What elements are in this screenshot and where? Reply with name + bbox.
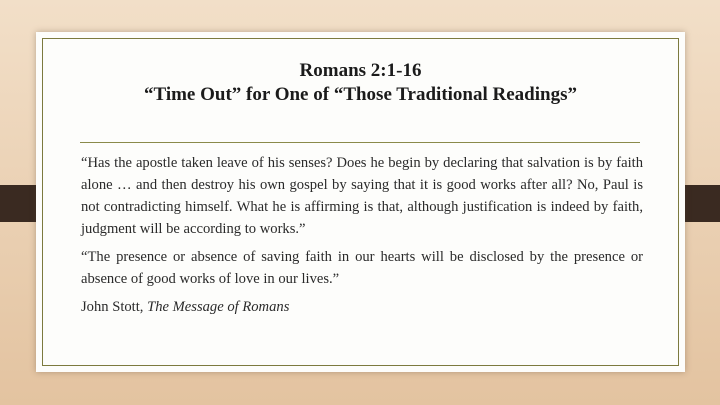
quote-1: “Has the apostle taken leave of his senses? Does he begin by declaring that salvation is by faith alone … and then destroy his own gospel by saying that it is good works after all? No, Paul is not contradicting himself. What he is affirming is that, although justification is indeed by faith, judgment will be according to works.” (81, 155, 643, 237)
title-line-2: “Time Out” for One of “Those Traditional Readings” (144, 84, 577, 105)
title-divider (80, 142, 640, 143)
slide-title (36, 59, 685, 107)
title-line-1: Romans 2:1-16 (299, 60, 422, 81)
attribution (81, 296, 643, 318)
right-tab-decoration (680, 185, 720, 222)
book-title: The Message of Romans (147, 299, 290, 315)
slide-card (36, 32, 685, 372)
author-name: John Stott, (81, 299, 148, 315)
quote-2: “The presence or absence of saving faith in our hearts will be disclosed by the presence or absence of good works of love in our lives.” (81, 249, 643, 287)
left-tab-decoration (0, 185, 40, 222)
slide-body (81, 152, 643, 324)
